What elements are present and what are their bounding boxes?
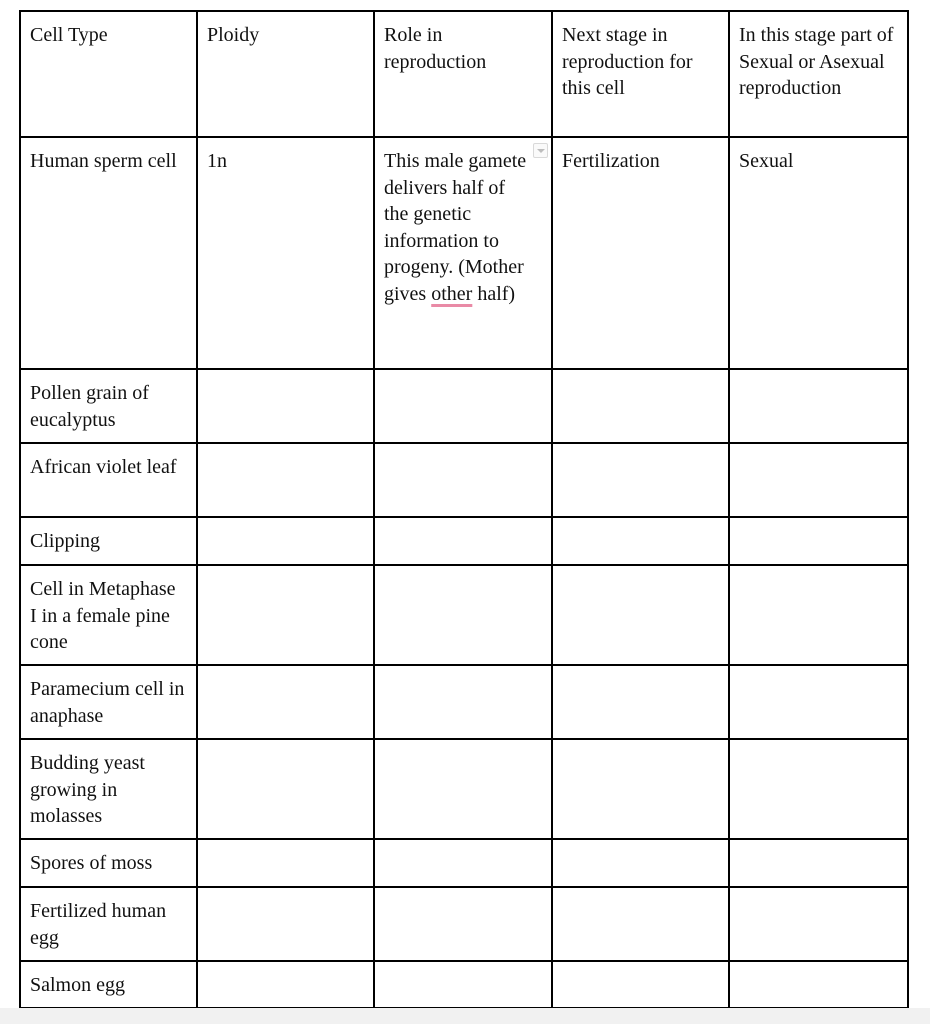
role-cell[interactable] [374,665,552,739]
next-stage-cell[interactable] [552,887,729,961]
sexual-asexual-cell[interactable] [729,839,908,887]
header-next-stage-label: Next stage in reproduction for this cell [562,24,693,99]
cell-type-text: Paramecium cell in anaphase [30,678,185,727]
header-sexual-asexual-label: In this stage part of Sexual or Asexual reproduction [739,24,894,99]
table-row [20,369,908,443]
ploidy-cell[interactable] [197,517,374,565]
table-row [20,137,908,369]
role-cell[interactable] [374,565,552,665]
role-cell[interactable] [374,739,552,839]
cell-type-cell[interactable] [20,137,197,369]
role-cell[interactable] [374,961,552,1008]
table-row [20,839,908,887]
dropdown-caret-icon[interactable] [533,143,548,158]
ploidy-cell[interactable] [197,665,374,739]
worksheet-table [19,10,909,1009]
cell-type-text: Pollen grain of eucalyptus [30,382,149,431]
sexual-asexual-cell[interactable] [729,517,908,565]
cell-type-text: Spores of moss [30,852,153,874]
cell-type-cell[interactable] [20,517,197,565]
cell-type-cell[interactable] [20,887,197,961]
cell-type-text: Salmon egg [30,974,125,996]
next-stage-cell[interactable] [552,565,729,665]
ploidy-cell[interactable] [197,369,374,443]
cell-type-text: Budding yeast growing in molasses [30,752,145,827]
header-cell-type-label: Cell Type [30,24,108,46]
next-stage-cell[interactable] [552,839,729,887]
header-role-label: Role in reproduction [384,24,487,73]
cell-type-text: Fertilized human egg [30,900,167,949]
ploidy-cell[interactable] [197,961,374,1008]
cell-type-text: African violet leaf [30,456,177,478]
spellcheck-flagged-word[interactable]: other [431,282,473,305]
sexual-asexual-cell[interactable] [729,739,908,839]
table-row [20,517,908,565]
role-cell[interactable] [374,369,552,443]
cell-type-text: Cell in Metaphase I in a female pine cone [30,578,176,653]
next-stage-cell[interactable] [552,739,729,839]
header-ploidy-label: Ploidy [207,24,260,46]
cell-type-text: Human sperm cell [30,150,177,172]
cell-type-cell[interactable] [20,665,197,739]
table-row [20,443,908,517]
cell-type-cell[interactable] [20,369,197,443]
ploidy-cell[interactable] [197,887,374,961]
cell-type-text: Clipping [30,530,101,552]
sexual-asexual-cell[interactable] [729,443,908,517]
role-cell[interactable] [374,839,552,887]
next-stage-cell[interactable] [552,369,729,443]
sexual-asexual-cell[interactable] [729,665,908,739]
header-role[interactable] [374,11,552,137]
next-stage-cell[interactable] [552,665,729,739]
cell-type-cell[interactable] [20,961,197,1008]
role-cell[interactable] [374,887,552,961]
table-row [20,887,908,961]
next-stage-cell[interactable] [552,443,729,517]
role-text-end: half) [472,282,516,305]
sexual-asexual-text: Sexual [739,150,794,172]
cell-type-cell[interactable] [20,739,197,839]
ploidy-cell[interactable] [197,443,374,517]
next-stage-text: Fertilization [562,150,660,172]
ploidy-cell[interactable] [197,839,374,887]
role-cell[interactable] [374,517,552,565]
table-row [20,565,908,665]
bottom-scroll-band [0,1008,930,1024]
table-row [20,665,908,739]
sexual-asexual-cell[interactable] [729,887,908,961]
header-next-stage[interactable] [552,11,729,137]
sexual-asexual-cell[interactable] [729,369,908,443]
header-cell-type[interactable] [20,11,197,137]
header-row [20,11,908,137]
next-stage-cell[interactable] [552,517,729,565]
role-cell[interactable] [374,443,552,517]
ploidy-cell[interactable] [197,565,374,665]
cell-type-cell[interactable] [20,839,197,887]
role-text-main: This male gamete delivers half of the genetic information to progeny. (Mother gives [384,150,527,305]
cell-type-cell[interactable] [20,443,197,517]
cell-type-cell[interactable] [20,565,197,665]
sexual-asexual-cell[interactable] [729,137,908,369]
table-row [20,961,908,1008]
ploidy-cell[interactable] [197,739,374,839]
sexual-asexual-cell[interactable] [729,565,908,665]
ploidy-text: 1n [207,150,227,172]
header-sexual-asexual[interactable] [729,11,908,137]
sexual-asexual-cell[interactable] [729,961,908,1008]
role-text [384,148,533,307]
role-cell[interactable] [374,137,552,369]
next-stage-cell[interactable] [552,137,729,369]
table-row [20,739,908,839]
next-stage-cell[interactable] [552,961,729,1008]
ploidy-cell[interactable] [197,137,374,369]
header-ploidy[interactable] [197,11,374,137]
